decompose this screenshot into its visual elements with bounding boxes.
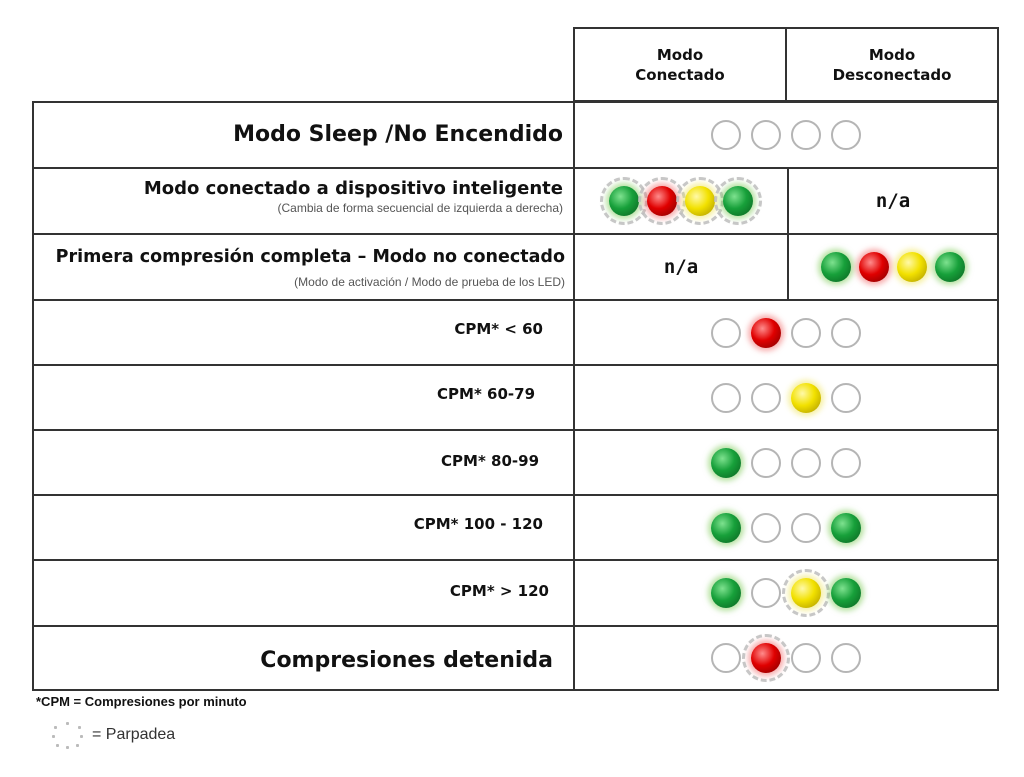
led-green-blink-icon <box>609 186 639 216</box>
row-label: Modo conectado a dispositivo inteligente <box>143 178 563 199</box>
led-yellow-icon <box>897 252 927 282</box>
led-off-icon <box>831 448 861 478</box>
led-green-icon <box>935 252 965 282</box>
led-off-icon <box>831 120 861 150</box>
led-off-icon <box>791 643 821 673</box>
header-connected-line1: Modo <box>656 45 704 64</box>
table-row <box>32 364 999 431</box>
led-green-blink-icon <box>723 186 753 216</box>
led-green-icon <box>711 448 741 478</box>
led-group <box>575 561 997 625</box>
legend-text: = Parpadea <box>92 726 176 743</box>
led-off-icon <box>751 383 781 413</box>
row-label-cell <box>34 169 575 233</box>
row-label-cell <box>34 235 575 299</box>
row-label-cell <box>34 627 575 689</box>
row-label-cell <box>34 431 575 494</box>
row-label-cell <box>34 103 575 167</box>
na-text: n/a <box>663 256 699 278</box>
led-group <box>789 235 997 299</box>
footnote: *CPM = Compresiones por minuto <box>36 694 247 709</box>
led-off-icon <box>751 513 781 543</box>
row-label: CPM* 60-79 <box>437 385 535 403</box>
led-green-icon <box>711 513 741 543</box>
row-label-cell <box>34 301 575 364</box>
header-disconnected <box>785 27 999 102</box>
row-label-cell <box>34 496 575 559</box>
led-green-icon <box>821 252 851 282</box>
legend <box>52 722 175 748</box>
led-group <box>575 301 997 364</box>
led-group <box>575 627 997 689</box>
led-group <box>575 103 997 167</box>
led-red-icon <box>859 252 889 282</box>
led-green-icon <box>711 578 741 608</box>
row-sublabel: (Modo de activación / Modo de prueba de los LED) <box>294 275 565 289</box>
led-red-blink-icon <box>647 186 677 216</box>
blink-icon <box>52 722 82 748</box>
table-row <box>32 167 999 235</box>
row-label: CPM* 80-99 <box>441 452 539 470</box>
led-off-icon <box>711 318 741 348</box>
led-off-icon <box>831 318 861 348</box>
led-group <box>575 431 997 494</box>
led-group <box>575 169 787 233</box>
led-off-icon <box>831 643 861 673</box>
table-row <box>32 233 999 301</box>
led-green-icon <box>831 578 861 608</box>
led-red-blink-icon <box>751 643 781 673</box>
na-cell <box>789 169 997 233</box>
led-off-icon <box>791 120 821 150</box>
row-label-cell <box>34 366 575 429</box>
led-off-icon <box>791 318 821 348</box>
led-off-icon <box>711 383 741 413</box>
led-yellow-blink-icon <box>685 186 715 216</box>
row-label: Compresiones detenida <box>260 648 553 673</box>
led-off-icon <box>751 578 781 608</box>
led-off-icon <box>711 120 741 150</box>
led-off-icon <box>831 383 861 413</box>
header-connected <box>573 27 787 102</box>
header-disconnected-line1: Modo <box>868 45 916 64</box>
table-row <box>32 625 999 691</box>
table-row <box>32 494 999 561</box>
row-label: Modo Sleep /No Encendido <box>233 122 563 147</box>
row-sublabel: (Cambia de forma secuencial de izquierda a derecha) <box>277 201 563 215</box>
table-row <box>32 559 999 627</box>
led-green-icon <box>831 513 861 543</box>
led-off-icon <box>791 448 821 478</box>
led-group <box>575 366 997 429</box>
na-cell <box>575 235 787 299</box>
led-off-icon <box>791 513 821 543</box>
row-label-cell <box>34 561 575 625</box>
na-text: n/a <box>875 190 911 212</box>
row-label: Primera compresión completa – Modo no conectado <box>55 247 565 267</box>
led-group <box>575 496 997 559</box>
led-red-icon <box>751 318 781 348</box>
header-connected-line2: Conectado <box>635 65 725 84</box>
led-yellow-blink-icon <box>791 578 821 608</box>
row-label: CPM* < 60 <box>454 320 543 338</box>
led-off-icon <box>751 120 781 150</box>
led-yellow-icon <box>791 383 821 413</box>
table-row <box>32 101 999 169</box>
row-label: CPM* 100 - 120 <box>413 515 543 533</box>
led-off-icon <box>751 448 781 478</box>
table-row <box>32 299 999 366</box>
row-label: CPM* > 120 <box>449 582 549 600</box>
header-disconnected-line2: Desconectado <box>832 65 952 84</box>
led-off-icon <box>711 643 741 673</box>
table-row <box>32 429 999 496</box>
